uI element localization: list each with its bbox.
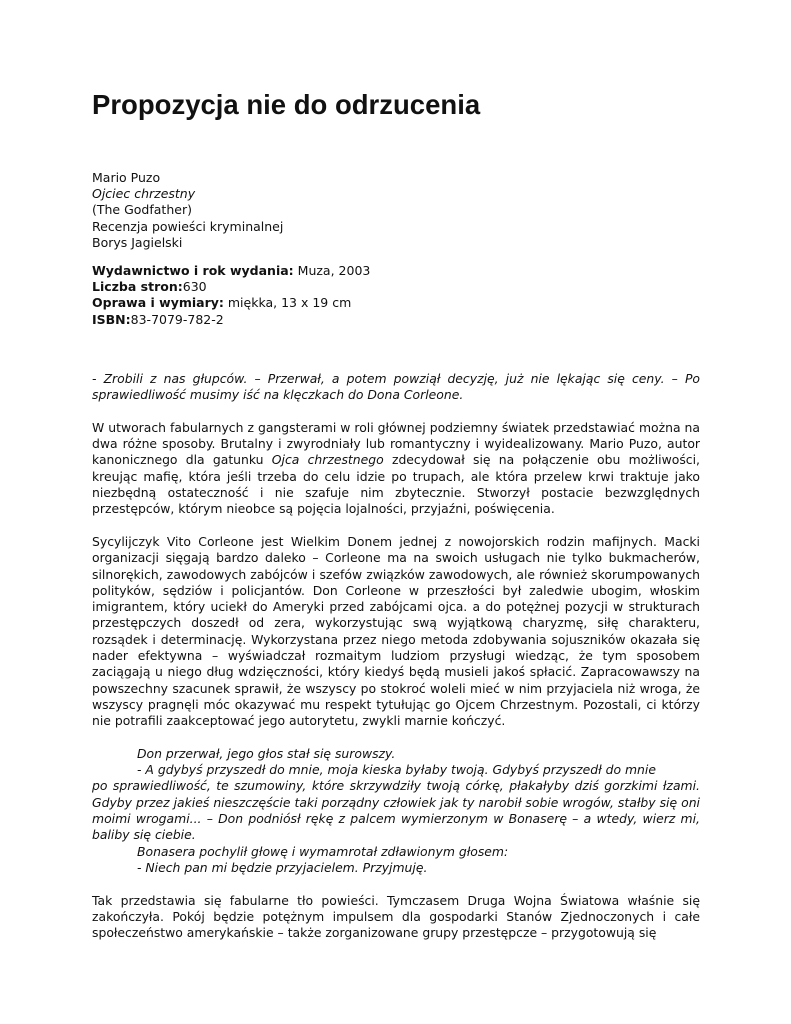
page-title: Propozycja nie do odrzucenia [92, 89, 481, 120]
reviewer: Borys Jagielski [92, 234, 183, 250]
book-title: Ojciec chrzestny [92, 186, 196, 202]
book-meta [92, 170, 283, 251]
fact-value: 83-7079-782-2 [130, 311, 224, 327]
fact-value: miękka, 13 x 19 cm [223, 295, 352, 311]
fact-label: Oprawa i wymiary: [92, 295, 224, 311]
author: Mario Puzo [92, 170, 161, 185]
fact-isbn [92, 312, 370, 328]
fact-binding [92, 295, 370, 311]
dialogue-line: Bonasera pochylił głowę i wymamrotał zdławionym głosem: [137, 843, 509, 859]
fact-label: ISBN: [92, 311, 131, 327]
paragraph-1-text: W utworach fabularnych z gangsterami w roli głównej podziemny światek przedstawiać można na dwa różne sposoby. Brutalny i zwyrodniały lub romantyczny i wyidealizowany. Mario Puzo, autor kanonicznego dla gatunku [92, 419, 700, 468]
fact-label: Wydawnictwo i rok wydania: [92, 263, 294, 278]
dialogue-excerpt [92, 746, 700, 876]
paragraph-1-text-end: zdecydował się na połączenie obu możliwości, kreując mafię, która jeśli trzeba do celu idzie po trupach, ale która przelew krwi traktuje jako niezbędną ostateczność i nie szafuje nim zbytecznie. Stworzył postacie bezwzględnych przestępców, którym nieobce są pojęcia lojalności, przyjaźni, poświęcenia. [92, 452, 700, 517]
fact-label: Liczba stron: [92, 279, 183, 295]
paragraph-2: Sycylijczyk Vito Corleone jest Wielkim Donem jednej z nowojorskich rodzin mafijnych. Macki organizacji sięgają bardzo daleko – Corleone ma na swoich usługach nie tylko bukmacherów, silnorękich, zawodowych zabójców i szefów związków zawodowych, ale również skorumpowanych polityków, sędziów i policjantów. Don Corleone w przeszłości był zaledwie ubogim, włoskim imigrantem, który uciekł do Ameryki przed zabójcami ojca. a do potężnej pozycji w strukturach przestępczych doszedł od zera, wykorzystując swą wyjątkową charyzmę, siłę charakteru, rozsądek i determinację. Wykorzystana przez niego metoda zdobywania sojuszników okazała się nader efektywna – wyświadczał rozmaitym ludziom przysługi wiedząc, że tym sposobem zaciągają u niego dług wdzięczności, który kiedyś będą musieli jakoś spłacić. Zapracowawszy na powszechny szacunek sprawił, że wszyscy po stokroć woleli mieć w nim przyjaciela niż wroga, że wszyscy pragnęli móc okazywać mu respekt tytułując go Ojcem Chrzestnym. Pozostali, ci którzy nie potrafili zaakceptować jego autorytetu, zwykli marnie kończyć. [92, 533, 700, 729]
book-facts [92, 263, 370, 328]
review-type: Recenzja powieści kryminalnej [92, 218, 284, 234]
dialogue-line: Don przerwał, jego głos stał się surowszy. [137, 745, 396, 761]
opening-quote: - Zrobili z nas głupców. – Przerwał, a potem powziął decyzję, już nie lękając się ceny. – Po sprawiedliwość musimy iść na klęczkach do Dona Corleone. [92, 371, 700, 403]
dialogue-line: - A gdybyś przyszedł do mnie, moja kieska byłaby twoją. Gdybyś przyszedł do mnie [137, 762, 656, 778]
original-title: (The Godfather) [92, 202, 192, 218]
review-body [92, 371, 700, 958]
fact-pages [92, 279, 370, 295]
fact-value: 630 [182, 279, 207, 295]
paragraph-1-italic-title: Ojca chrzestnego [271, 452, 384, 468]
dialogue-line: po sprawiedliwość, te szumowiny, które skrzywdziły twoją córkę, płakałyby dziś gorzkimi łzami. Gdyby przez jakieś nieszczęście taki porządny człowiek jak ty narobił sobie wrogów, stałby się oni moimi wrogami... – Don podniósł rękę z palcem wymierzonym w Bonaserę – a wtedy, wierz mi, baliby się ciebie. [92, 778, 700, 843]
paragraph-3: Tak przedstawia się fabularne tło powieści. Tymczasem Druga Wojna Światowa właśnie się zakończyła. Pokój będzie potężnym impulsem dla gospodarki Stanów Zjednoczonych i całe społeczeństwo amerykańskie – także zorganizowane grupy przestępcze – przygotowują się [92, 892, 700, 941]
fact-value: Muza, 2003 [293, 263, 371, 278]
dialogue-line: - Niech pan mi będzie przyjacielem. Przyjmuję. [137, 859, 428, 875]
fact-publisher [92, 263, 370, 279]
paragraph-1 [92, 420, 700, 518]
